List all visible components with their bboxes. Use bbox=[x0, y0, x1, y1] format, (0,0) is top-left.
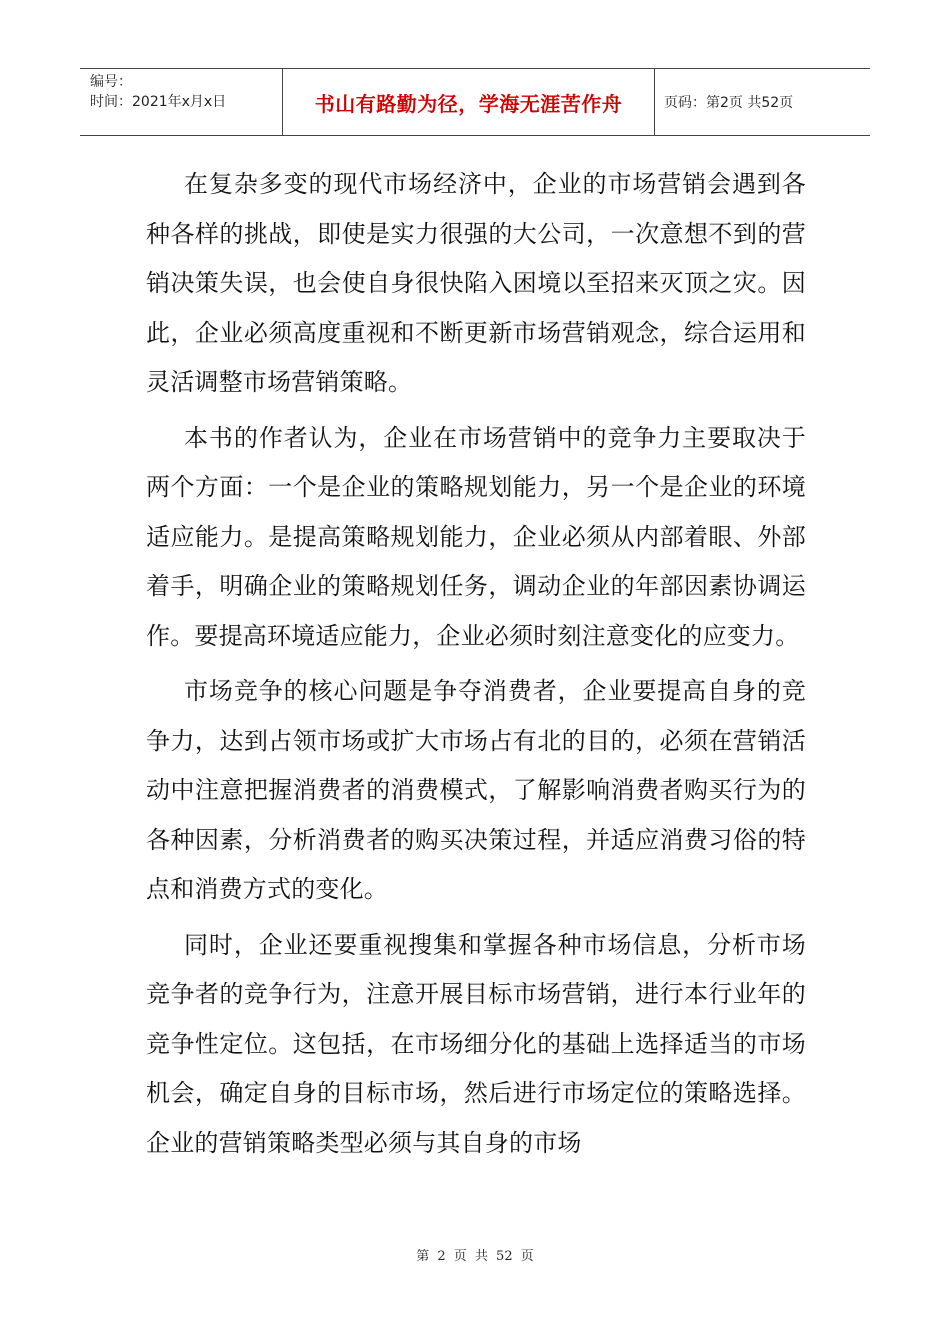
document-body bbox=[146, 160, 806, 1174]
document-number-label: 编号： bbox=[90, 74, 132, 90]
footer-page-number: 第 2 页 共 52 页 bbox=[416, 1249, 534, 1264]
paragraph: 市场竞争的核心问题是争夺消费者，企业要提高自身的竞争力，达到占领市场或扩大市场占有北的目的，必须在营销活动中注意把握消费者的消费模式，了解影响消费者购买行为的各种因素，分析消费者的购买决策过程，并适应消费习俗的特点和消费方式的变化。 bbox=[146, 677, 806, 903]
paragraph: 同时，企业还要重视搜集和掌握各种市场信息，分析市场竞争者的竞争行为，注意开展目标市场营销，进行本行业年的竞争性定位。这包括，在市场细分化的基础上选择适当的市场机会，确定自身的目标市场，然后进行市场定位的策略选择。企业的营销策略类型必须与其自身的市场 bbox=[146, 930, 806, 1157]
header-meta-cell bbox=[80, 69, 283, 135]
paragraph: 在复杂多变的现代市场经济中，企业的市场营销会遇到各种各样的挑战，即使是实力很强的大公司，一次意想不到的营销决策失误，也会使自身很快陷入困境以至招来灭顶之灾。因此，企业必须高度重视和不断更新市场营销观念，综合运用和灵活调整市场营销策略。 bbox=[146, 170, 806, 396]
page-footer bbox=[0, 1245, 950, 1264]
header-page-info: 页码：第2页 共52页 bbox=[664, 95, 794, 111]
document-time-label: 时间：2021年x月x日 bbox=[90, 94, 227, 110]
page-header bbox=[80, 68, 870, 136]
header-motto-cell bbox=[283, 69, 655, 135]
paragraph: 本书的作者认为，企业在市场营销中的竞争力主要取决于两个方面：一个是企业的策略规划能力，另一个是企业的环境适应能力。是提高策略规划能力，企业必须从内部着眼、外部着手，明确企业的策略规划任务，调动企业的年部因素协调运作。要提高环境适应能力，企业必须时刻注意变化的应变力。 bbox=[146, 423, 806, 650]
header-motto: 书山有路勤为径，学海无涯苦作舟 bbox=[314, 91, 623, 116]
header-page-cell bbox=[655, 69, 870, 135]
